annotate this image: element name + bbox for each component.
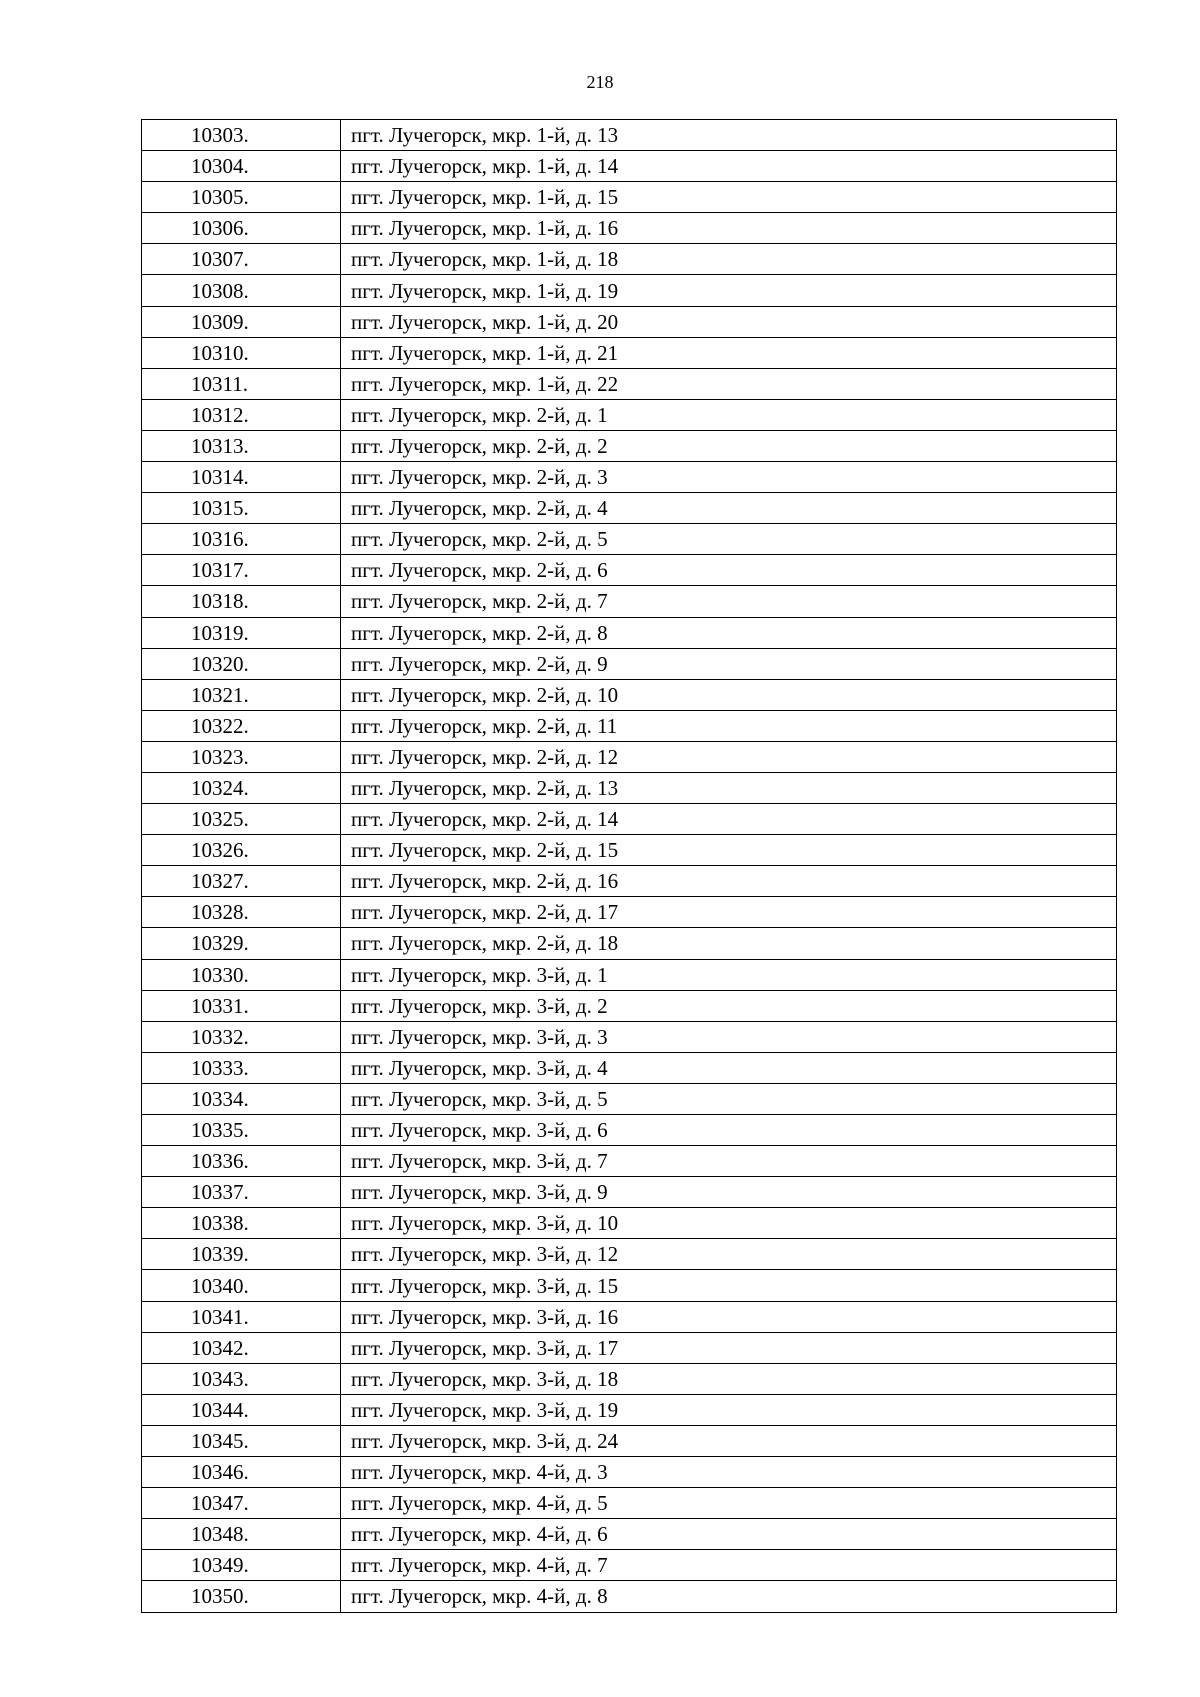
row-number-cell: 10305. [142, 182, 341, 213]
address-cell: пгт. Лучегорск, мкр. 2-й, д. 6 [341, 555, 1117, 586]
address-table [141, 119, 1117, 1613]
table-row [142, 959, 1117, 990]
table-row [142, 462, 1117, 493]
table-row [142, 493, 1117, 524]
table-row [142, 368, 1117, 399]
table-row [142, 555, 1117, 586]
address-cell: пгт. Лучегорск, мкр. 3-й, д. 19 [341, 1394, 1117, 1425]
table-row [142, 772, 1117, 803]
table-row [142, 990, 1117, 1021]
row-number-cell: 10303. [142, 120, 341, 151]
row-number-cell: 10324. [142, 772, 341, 803]
table-row [142, 1146, 1117, 1177]
row-number-cell: 10314. [142, 462, 341, 493]
address-cell: пгт. Лучегорск, мкр. 2-й, д. 14 [341, 804, 1117, 835]
address-cell: пгт. Лучегорск, мкр. 1-й, д. 21 [341, 337, 1117, 368]
address-cell: пгт. Лучегорск, мкр. 2-й, д. 4 [341, 493, 1117, 524]
table-row [142, 586, 1117, 617]
address-cell: пгт. Лучегорск, мкр. 2-й, д. 13 [341, 772, 1117, 803]
page-number: 218 [586, 72, 614, 92]
table-row [142, 1332, 1117, 1363]
table-row [142, 275, 1117, 306]
row-number-cell: 10332. [142, 1021, 341, 1052]
address-cell: пгт. Лучегорск, мкр. 3-й, д. 17 [341, 1332, 1117, 1363]
address-cell: пгт. Лучегорск, мкр. 3-й, д. 1 [341, 959, 1117, 990]
address-cell: пгт. Лучегорск, мкр. 2-й, д. 18 [341, 928, 1117, 959]
row-number-cell: 10330. [142, 959, 341, 990]
row-number-cell: 10327. [142, 866, 341, 897]
table-row [142, 182, 1117, 213]
row-number-cell: 10329. [142, 928, 341, 959]
table-row [142, 524, 1117, 555]
table-row [142, 399, 1117, 430]
address-cell: пгт. Лучегорск, мкр. 4-й, д. 6 [341, 1519, 1117, 1550]
row-number-cell: 10323. [142, 741, 341, 772]
row-number-cell: 10333. [142, 1052, 341, 1083]
address-cell: пгт. Лучегорск, мкр. 3-й, д. 3 [341, 1021, 1117, 1052]
address-cell: пгт. Лучегорск, мкр. 4-й, д. 5 [341, 1488, 1117, 1519]
table-row [142, 337, 1117, 368]
row-number-cell: 10349. [142, 1550, 341, 1581]
address-cell: пгт. Лучегорск, мкр. 3-й, д. 7 [341, 1146, 1117, 1177]
table-row [142, 679, 1117, 710]
row-number-cell: 10322. [142, 710, 341, 741]
row-number-cell: 10342. [142, 1332, 341, 1363]
address-cell: пгт. Лучегорск, мкр. 4-й, д. 8 [341, 1581, 1117, 1612]
address-cell: пгт. Лучегорск, мкр. 3-й, д. 5 [341, 1083, 1117, 1114]
address-cell: пгт. Лучегорск, мкр. 2-й, д. 7 [341, 586, 1117, 617]
row-number-cell: 10306. [142, 213, 341, 244]
table-row [142, 928, 1117, 959]
table-row [142, 430, 1117, 461]
address-cell: пгт. Лучегорск, мкр. 2-й, д. 16 [341, 866, 1117, 897]
row-number-cell: 10350. [142, 1581, 341, 1612]
row-number-cell: 10344. [142, 1394, 341, 1425]
table-row [142, 1177, 1117, 1208]
address-cell: пгт. Лучегорск, мкр. 3-й, д. 16 [341, 1301, 1117, 1332]
table-row [142, 213, 1117, 244]
row-number-cell: 10313. [142, 430, 341, 461]
table-row [142, 1394, 1117, 1425]
row-number-cell: 10347. [142, 1488, 341, 1519]
row-number-cell: 10304. [142, 151, 341, 182]
address-cell: пгт. Лучегорск, мкр. 4-й, д. 7 [341, 1550, 1117, 1581]
address-cell: пгт. Лучегорск, мкр. 1-й, д. 13 [341, 120, 1117, 151]
address-cell: пгт. Лучегорск, мкр. 4-й, д. 3 [341, 1457, 1117, 1488]
row-number-cell: 10345. [142, 1425, 341, 1456]
table-row [142, 804, 1117, 835]
address-cell: пгт. Лучегорск, мкр. 1-й, д. 20 [341, 306, 1117, 337]
address-cell: пгт. Лучегорск, мкр. 1-й, д. 19 [341, 275, 1117, 306]
address-cell: пгт. Лучегорск, мкр. 2-й, д. 17 [341, 897, 1117, 928]
row-number-cell: 10307. [142, 244, 341, 275]
address-cell: пгт. Лучегорск, мкр. 2-й, д. 8 [341, 617, 1117, 648]
table-row [142, 835, 1117, 866]
table-row [142, 306, 1117, 337]
address-cell: пгт. Лучегорск, мкр. 2-й, д. 9 [341, 648, 1117, 679]
address-cell: пгт. Лучегорск, мкр. 2-й, д. 15 [341, 835, 1117, 866]
row-number-cell: 10334. [142, 1083, 341, 1114]
row-number-cell: 10312. [142, 399, 341, 430]
table-row [142, 151, 1117, 182]
address-cell: пгт. Лучегорск, мкр. 2-й, д. 2 [341, 430, 1117, 461]
row-number-cell: 10331. [142, 990, 341, 1021]
address-cell: пгт. Лучегорск, мкр. 3-й, д. 15 [341, 1270, 1117, 1301]
table-row [142, 1425, 1117, 1456]
row-number-cell: 10336. [142, 1146, 341, 1177]
row-number-cell: 10338. [142, 1208, 341, 1239]
address-cell: пгт. Лучегорск, мкр. 2-й, д. 11 [341, 710, 1117, 741]
address-cell: пгт. Лучегорск, мкр. 2-й, д. 1 [341, 399, 1117, 430]
address-cell: пгт. Лучегорск, мкр. 1-й, д. 18 [341, 244, 1117, 275]
address-cell: пгт. Лучегорск, мкр. 2-й, д. 10 [341, 679, 1117, 710]
address-cell: пгт. Лучегорск, мкр. 1-й, д. 22 [341, 368, 1117, 399]
row-number-cell: 10317. [142, 555, 341, 586]
row-number-cell: 10315. [142, 493, 341, 524]
address-cell: пгт. Лучегорск, мкр. 3-й, д. 24 [341, 1425, 1117, 1456]
table-row [142, 1115, 1117, 1146]
row-number-cell: 10309. [142, 306, 341, 337]
table-row [142, 1363, 1117, 1394]
table-row [142, 1457, 1117, 1488]
address-cell: пгт. Лучегорск, мкр. 1-й, д. 16 [341, 213, 1117, 244]
row-number-cell: 10318. [142, 586, 341, 617]
row-number-cell: 10337. [142, 1177, 341, 1208]
row-number-cell: 10339. [142, 1239, 341, 1270]
table-row [142, 1052, 1117, 1083]
address-cell: пгт. Лучегорск, мкр. 2-й, д. 5 [341, 524, 1117, 555]
table-row [142, 1083, 1117, 1114]
row-number-cell: 10341. [142, 1301, 341, 1332]
row-number-cell: 10326. [142, 835, 341, 866]
table-row [142, 897, 1117, 928]
address-cell: пгт. Лучегорск, мкр. 3-й, д. 9 [341, 1177, 1117, 1208]
address-cell: пгт. Лучегорск, мкр. 1-й, д. 14 [341, 151, 1117, 182]
table-row [142, 1270, 1117, 1301]
address-cell: пгт. Лучегорск, мкр. 3-й, д. 6 [341, 1115, 1117, 1146]
table-row [142, 1550, 1117, 1581]
row-number-cell: 10340. [142, 1270, 341, 1301]
table-row [142, 120, 1117, 151]
address-cell: пгт. Лучегорск, мкр. 3-й, д. 12 [341, 1239, 1117, 1270]
address-cell: пгт. Лучегорск, мкр. 1-й, д. 15 [341, 182, 1117, 213]
table-row [142, 1021, 1117, 1052]
table-row [142, 866, 1117, 897]
row-number-cell: 10348. [142, 1519, 341, 1550]
row-number-cell: 10343. [142, 1363, 341, 1394]
table-row [142, 1301, 1117, 1332]
table-row [142, 1239, 1117, 1270]
address-cell: пгт. Лучегорск, мкр. 3-й, д. 10 [341, 1208, 1117, 1239]
row-number-cell: 10346. [142, 1457, 341, 1488]
address-cell: пгт. Лучегорск, мкр. 3-й, д. 18 [341, 1363, 1117, 1394]
table-row [142, 1519, 1117, 1550]
address-cell: пгт. Лучегорск, мкр. 2-й, д. 3 [341, 462, 1117, 493]
table-row [142, 741, 1117, 772]
address-cell: пгт. Лучегорск, мкр. 2-й, д. 12 [341, 741, 1117, 772]
row-number-cell: 10321. [142, 679, 341, 710]
row-number-cell: 10311. [142, 368, 341, 399]
address-cell: пгт. Лучегорск, мкр. 3-й, д. 2 [341, 990, 1117, 1021]
address-cell: пгт. Лучегорск, мкр. 3-й, д. 4 [341, 1052, 1117, 1083]
row-number-cell: 10310. [142, 337, 341, 368]
table-row [142, 710, 1117, 741]
row-number-cell: 10325. [142, 804, 341, 835]
table-row [142, 1581, 1117, 1612]
row-number-cell: 10328. [142, 897, 341, 928]
row-number-cell: 10316. [142, 524, 341, 555]
row-number-cell: 10335. [142, 1115, 341, 1146]
table-row [142, 1488, 1117, 1519]
table-row [142, 244, 1117, 275]
row-number-cell: 10319. [142, 617, 341, 648]
table-row [142, 648, 1117, 679]
table-row [142, 1208, 1117, 1239]
address-table-body [142, 120, 1117, 1613]
row-number-cell: 10308. [142, 275, 341, 306]
row-number-cell: 10320. [142, 648, 341, 679]
table-row [142, 617, 1117, 648]
